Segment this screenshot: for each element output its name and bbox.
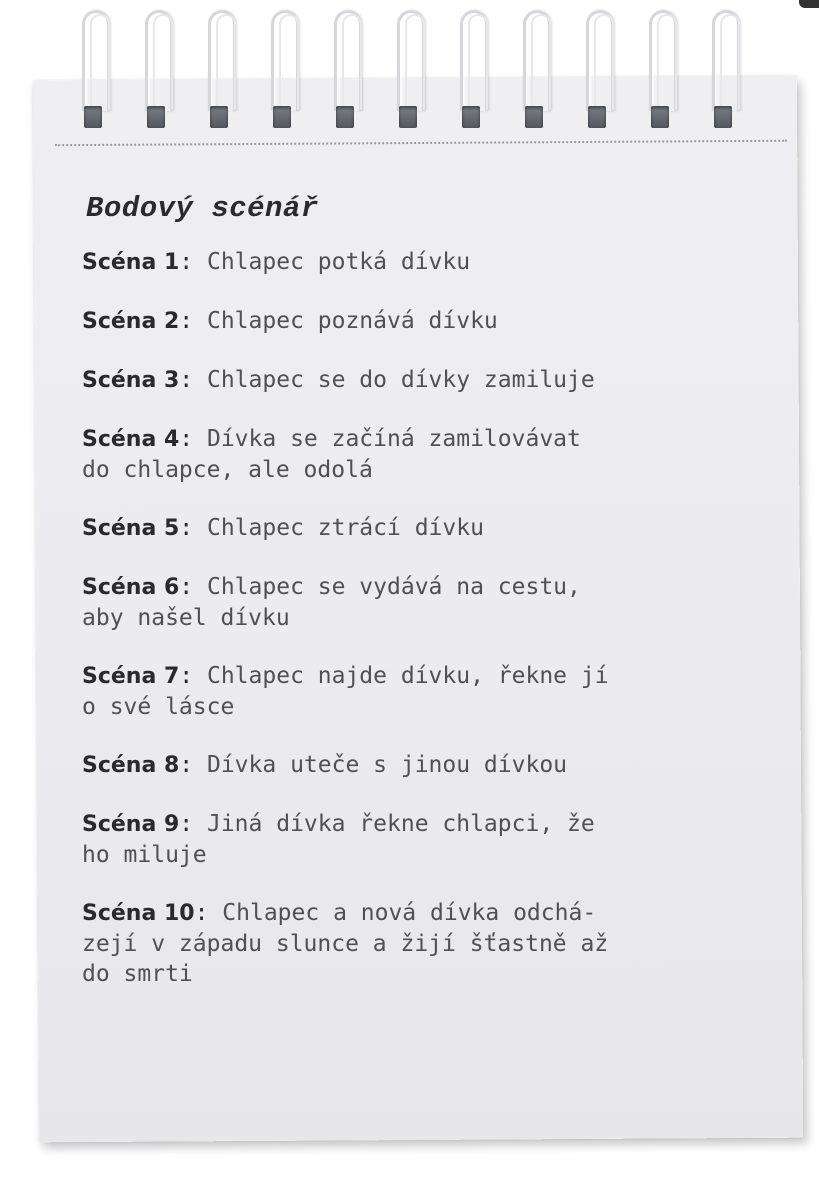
scene-label: Scéna 6 <box>82 575 180 600</box>
notepad-content <box>82 192 772 1017</box>
scene-label: Scéna 7 <box>82 664 180 689</box>
scene-text: Chlapec se do dívky zamiluje <box>206 367 595 393</box>
scene-text: Dívka uteče s jinou dívkou <box>206 752 568 778</box>
scene-colon: : <box>179 426 207 452</box>
scene-text: Dívka se začíná zamilovávat do chlapce, ale odolá <box>82 426 581 483</box>
spiral-ring <box>645 10 679 140</box>
scene-item <box>82 247 772 278</box>
scene-text: Chlapec ztrácí dívku <box>206 515 484 541</box>
scene-text: Chlapec poznává dívku <box>206 308 498 334</box>
page-title: Bodový scénář <box>86 192 319 225</box>
scene-text: Chlapec najde dívku, řekne jí o své lásce <box>82 663 609 720</box>
scene-colon: : <box>179 752 207 778</box>
spiral-ring <box>78 10 112 140</box>
spiral-ring <box>393 10 427 140</box>
scene-colon: : <box>179 515 207 541</box>
scene-label: Scéna 3 <box>82 368 180 393</box>
scene-item <box>82 750 772 781</box>
scene-item <box>82 424 772 485</box>
spiral-ring <box>141 10 175 140</box>
scene-colon: : <box>179 249 207 275</box>
scene-item <box>82 306 772 337</box>
scene-colon: : <box>179 811 207 837</box>
spiral-ring <box>330 10 364 140</box>
spiral-ring <box>204 10 238 140</box>
spiral-ring <box>456 10 490 140</box>
scene-label: Scéna 9 <box>82 812 180 837</box>
scene-item <box>82 572 772 633</box>
scene-text: Chlapec a nová dívka odchá- zejí v západu slunce a žijí šťastně až do smrti <box>82 900 609 987</box>
spiral-ring <box>582 10 616 140</box>
scene-item <box>82 898 772 989</box>
scene-colon: : <box>179 308 207 334</box>
corner-mark <box>799 0 819 8</box>
spiral-binding-icon <box>78 10 778 140</box>
scene-label: Scéna 1 <box>82 250 180 275</box>
scene-text: Chlapec potká dívku <box>206 249 471 275</box>
scene-item <box>82 513 772 544</box>
spiral-ring <box>267 10 301 140</box>
scene-label: Scéna 5 <box>82 516 180 541</box>
scene-item <box>82 365 772 396</box>
scene-item <box>82 809 772 870</box>
scene-text: Jiná dívka řekne chlapci, že ho miluje <box>82 811 595 868</box>
scene-label: Scéna 10 <box>82 901 195 926</box>
scene-colon: : <box>179 663 207 689</box>
scene-label: Scéna 8 <box>82 753 180 778</box>
perforation-line <box>55 140 787 146</box>
scene-text: Chlapec se vydává na cestu, aby našel dívku <box>82 574 581 631</box>
scene-item <box>82 661 772 722</box>
spiral-ring <box>708 10 742 140</box>
scene-colon: : <box>194 900 223 926</box>
scene-colon: : <box>179 574 207 600</box>
scene-label: Scéna 2 <box>82 309 180 334</box>
spiral-ring <box>519 10 553 140</box>
scene-label: Scéna 4 <box>82 427 180 452</box>
scene-colon: : <box>179 367 207 393</box>
